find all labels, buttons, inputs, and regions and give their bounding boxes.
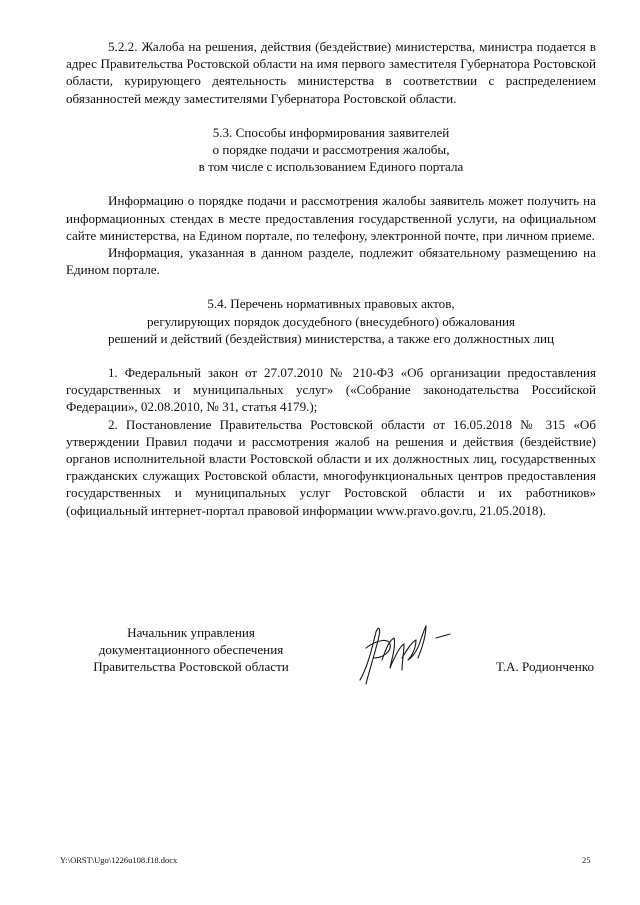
position-line: Начальник управления: [127, 625, 255, 640]
legal-act-item-2: 2. Постановление Правительства Ростовской области от 16.05.2018 № 315 «Об утверждении Правил подачи и рассмотрения жалоб на решения и действия (бездействие) органов исполнительной власти Ростовской области и их должностных лиц, государственных гражданских служащих Ростовской области, многофункциональных центров предоставления государственных и муниципальных услуг Ростовской области и их работников» (официальный интернет-портал правовой информации www.pravo.gov.ru, 21.05.2018).: [66, 416, 596, 518]
paragraph-5-2-2: 5.2.2. Жалоба на решения, действия (бездействие) министерства, министра подается в адрес Правительства Ростовской области на имя первого заместителя Губернатора Ростовской области, курирующего деятельность министерства в соответствии с распределением обязанностей между заместителями Губернатора Ростовской области.: [66, 39, 596, 106]
heading-line: 5.3. Способы информирования заявителей: [212, 124, 450, 140]
heading-line: 5.4. Перечень нормативных правовых актов,: [207, 296, 455, 312]
signer-name: Т.А. Родионченко: [496, 659, 594, 674]
footer-page-number: 25: [582, 855, 591, 865]
heading-line: решений и действий (бездействия) министерства, а также его должностных лиц: [107, 330, 554, 346]
paragraph-5-3-info: Информацию о порядке подачи и рассмотрения жалобы заявитель может получить на информационных стендах в месте предоставления государственной услуги, на официальном сайте министерства, на Едином портале, по телефону, электронной почте, при личном приеме.: [66, 193, 596, 243]
heading-line: о порядке подачи и рассмотрения жалобы,: [212, 142, 450, 158]
heading-line: в том числе с использованием Единого портала: [198, 159, 464, 175]
handwritten-signature: [346, 618, 456, 694]
section-5-3-heading: [66, 124, 596, 176]
position-line: документационного обеспечения: [98, 642, 284, 658]
paragraph-5-3-placement: Информация, указанная в данном разделе, подлежит обязательному размещению на Едином портале.: [66, 245, 596, 278]
heading-line: регулирующих порядок досудебного (внесудебного) обжалования: [146, 313, 516, 329]
legal-act-item-1: 1. Федеральный закон от 27.07.2010 № 210-ФЗ «Об организации предоставления государственных и муниципальных услуг» («Собрание законодательства Российской Федерации», 02.08.2010, № 31, статья 4179.);: [66, 365, 596, 415]
footer-file-path: Y:\ORST\Ugo\1226u108.f18.docx: [60, 855, 178, 865]
signer-position: [66, 624, 316, 676]
document-body: [66, 38, 596, 519]
section-5-4-heading: [66, 295, 596, 347]
position-line: Правительства Ростовской области: [93, 659, 289, 675]
signature-block: [66, 624, 596, 694]
